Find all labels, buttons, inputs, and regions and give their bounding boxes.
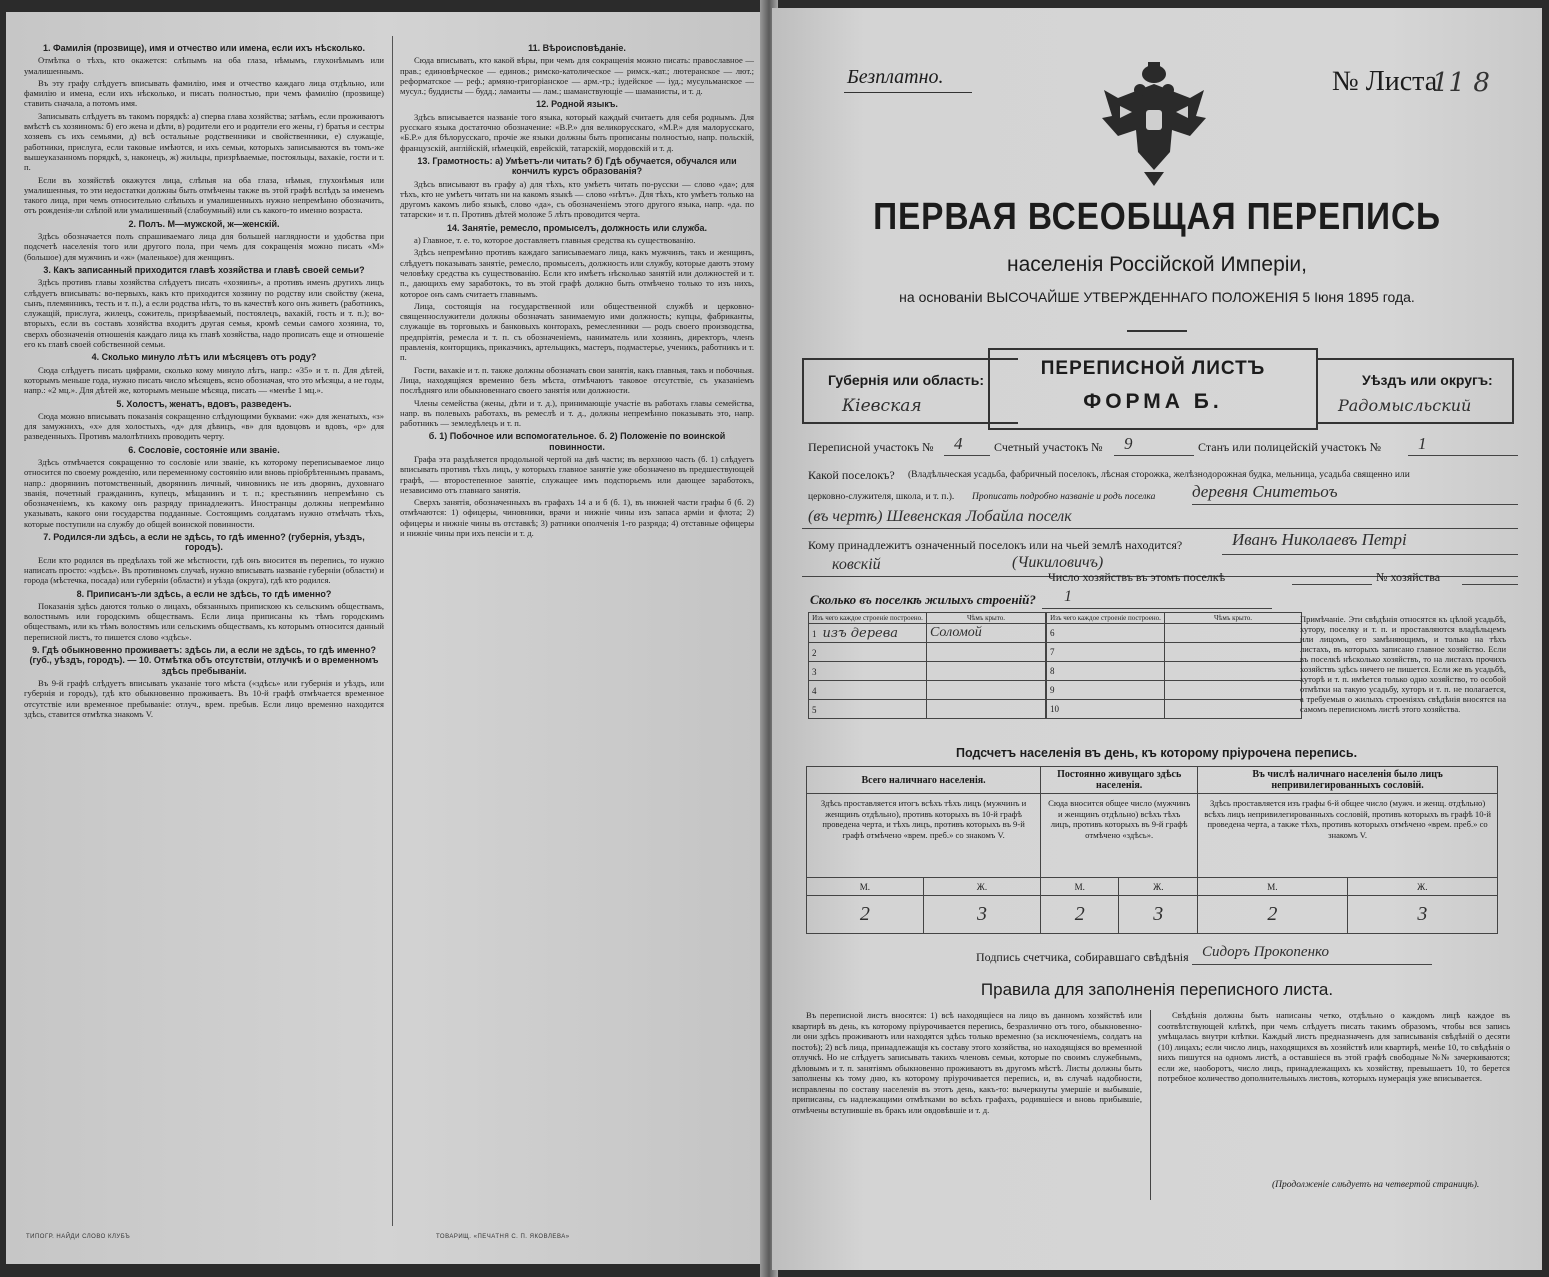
row-number: 10 <box>1050 704 1059 714</box>
buildings-table-right <box>1046 612 1302 719</box>
section-paragraph: Здѣсь вписывают въ графу а) для тѣхъ, кто умѣетъ читать по-русски — слово «да»; для тѣхъ, кто не умѣетъ читать ни на какомъ языкѣ — слово «нѣтъ». Для тѣхъ, кто умѣетъ только на другомъ какомъ либо языкѣ, слово «да», съ обозначеніемъ этого другого языка, напр. «да. по татарски» и т. п. Противъ дѣтей моложе 5 лѣтъ проводится черта. <box>400 178 754 220</box>
male-col-header: М. <box>1041 878 1119 896</box>
building-material-cell <box>809 662 927 681</box>
section-paragraph: Сюда можно вписывать показанія сокращенно слѣдующими буквами: «ж» для женатыхъ, «з» для замужнихъ, «х» для холостыхъ, «д» для дѣвицъ, «в» для вдовцовъ и вдовъ, «р» для разведенныхъ. Противъ малолѣтнихъ проводить черту. <box>24 410 384 442</box>
building-roof-cell: Соломой <box>927 624 1046 643</box>
section-heading: 1. Фамилія (прозвище), имя и отчество или имена, если ихъ нѣсколько. <box>42 43 366 53</box>
printer-footer-right: ТОВАРИЩ. «ПЕЧАТНЯ С. П. ЯКОВЛЕВА» <box>436 1234 570 1240</box>
building-material-cell <box>1047 681 1165 700</box>
perepisnoi-uchastok-value: 4 <box>954 434 963 453</box>
rules-column-divider <box>1150 1010 1151 1200</box>
stan-label: Станъ или полицейскій участокъ № <box>1198 440 1382 454</box>
census-title: ПЕРВАЯ ВСЕОБЩАЯ ПЕРЕПИСЬ <box>873 196 1441 238</box>
section-heading: 11. Вѣроисповѣданіе. <box>528 43 626 53</box>
left-page <box>6 12 766 1264</box>
list-number-value: 11 8 <box>1432 68 1490 98</box>
permanent-population-header: Постоянно живущаго здѣсь населенія. <box>1041 767 1198 794</box>
right-page <box>772 8 1542 1270</box>
perepisnoi-uchastok-label: Переписной участокъ № <box>808 440 934 454</box>
building-row <box>1047 662 1302 681</box>
non-privileged-header: Въ числѣ наличнаго населенія было лицъ непривилегированныхъ сословій. <box>1198 767 1498 794</box>
section-paragraph: Если кто родился въ предѣлахъ той же мѣстности, гдѣ онъ вносится въ перепись, то нужно написать просто: «здѣсь». Въ противномъ случаѣ, нужно вписывать названіе губерніи (области) и города (мѣстечка, посада) или губерніи (области) и уѣзда (округа), гдѣ кто родился. <box>24 554 384 586</box>
census-subtitle: населенія Россійской Имперіи, <box>1007 253 1307 276</box>
poselok-value-2: (въ чертѣ) Шевенская Лобайла поселк <box>808 508 1072 525</box>
rules-text-right: Свѣдѣнія должны быть написаны четко, отдѣльно о каждомъ лицѣ каждое въ соотвѣтствующей клѣткѣ, при чемъ слѣдуетъ писать такимъ образомъ, чтобы вся запись умѣщалась внутри клѣтки. Каждый листъ предназначенъ для записыванія свѣдѣній о десяти (10) лицахъ; если число лицъ, находящихся въ хозяйствѣ или квартирѣ, менѣе 10, то свѣдѣнія о нихъ пишутся на одномъ листѣ, а оставшіеся въ этой графѣ свободные №№ зачеркиваются; если же, наоборотъ, число лицъ, принадлежащихъ къ хозяйству, превышаетъ 10, то берется потребное количество дополнительныхъ листовъ, которыхъ нумерація уже вписывается. <box>1158 1010 1510 1083</box>
female-col-header: Ж. <box>923 878 1040 896</box>
rules-text-left: Въ переписной листъ вносятся: 1) всѣ находящіеся на лицо въ данномъ хозяйствѣ или квартирѣ въ день, къ которому пріурочивается перепись, безразлично отъ того, обыкновенно-ли они здѣсь проживаютъ или находятся здѣсь только временно (за исключеніемъ, солдатъ на постоѣ); 2) всѣ лица, принадлежащія къ составу этого хозяйства, но находящіяся во временной отлучкѣ. Но не слѣдуетъ записывать такихъ членовъ семьи, которые по своимъ служебнымъ, дѣловымъ и т. п. занятіямъ обыкновенно проживаютъ въ другомъ мѣстѣ. Листы должны быть заполнены къ тому дню, къ которому пріурочивается перепись, и, въ случаѣ надобности, исправлены по составу населенія въ этотъ день, какъ-то: вычеркнуты умершіе и выбывшіе, приписаны, съ надлежащими отмѣтками во всѣхъ графахъ, родившіеся и вновь прибывшіе, отмѣчены вступившіе въ бракъ или овдовѣвшіе и т. д. <box>792 1010 1142 1115</box>
building-material-value: изъ дерева <box>822 625 899 641</box>
section-paragraph: Отмѣтка о тѣхъ, кто окажется: слѣпымъ на оба глаза, нѣмымъ, глухонѣмымъ или умалишеннымъ. <box>24 55 384 76</box>
building-row <box>809 643 1046 662</box>
uezd-value: Радомысльский <box>1338 396 1472 415</box>
building-row <box>809 662 1046 681</box>
permanent-male-count: 2 <box>1041 896 1119 934</box>
row-number: 3 <box>812 666 817 677</box>
section-heading: 2. Полъ. М—мужской, ж—женскій. <box>128 218 280 229</box>
underline <box>1408 455 1518 456</box>
building-roof-cell <box>927 643 1046 662</box>
roof-header: Чѣмъ крыто. <box>927 613 1046 624</box>
building-roof-cell <box>1165 643 1302 662</box>
households-count-label: Число хозяйствъ въ этомъ поселкѣ <box>1048 570 1226 584</box>
title-divider <box>1127 330 1187 332</box>
underline <box>1042 608 1272 609</box>
schetny-uchastok-value: 9 <box>1124 434 1133 453</box>
material-header: Изъ чего каждое строеніе построено. <box>809 613 927 624</box>
building-material-cell <box>1047 624 1165 643</box>
building-row <box>1047 681 1302 700</box>
building-roof-cell <box>1165 700 1302 719</box>
section-paragraph: Графа эта раздѣляется продольной чертой на двѣ части; въ верхнюю часть (б. 1) слѣдуетъ вписывать противъ тѣхъ лицъ, у которыхъ главное занятіе уже обозначено въ предшествующей графѣ, — второстепенное занятіе, служащее имъ подспорьемъ или дающее заработокъ, независимо отъ главнаго занятія. <box>400 453 754 495</box>
section-paragraph: Въ эту графу слѣдуетъ вписывать фамилію, имя и отчество каждаго лица отдѣльно, или фамилію и имена, если ихъ нѣсколько, и писать полностью, при чемъ фамилію (прозвище) ставить сначала, а потомъ имя. <box>24 77 384 109</box>
owner-value-3: (Чикиловичъ) <box>1012 554 1104 571</box>
column-divider <box>392 36 393 1226</box>
underline <box>1114 455 1194 456</box>
section-heading: 4. Сколько минуло лѣтъ или мѣсяцевъ отъ роду? <box>91 352 317 363</box>
building-roof-cell <box>1165 624 1302 643</box>
stan-value: 1 <box>1418 434 1427 453</box>
imperial-eagle-emblem <box>1098 60 1210 188</box>
section-heading: 5. Холостъ, женатъ, вдовъ, разведенъ. <box>116 398 292 409</box>
census-legal-basis: на основаніи ВЫСОЧАЙШЕ УТВЕРЖДЕННАГО ПОЛОЖЕНІЯ 5 Іюня 1895 года. <box>899 289 1415 305</box>
underline <box>802 528 1518 529</box>
schetny-uchastok-label: Счетный участокъ № <box>994 440 1103 454</box>
present-female-count: 3 <box>923 896 1040 934</box>
building-row <box>809 624 1046 643</box>
building-row <box>809 681 1046 700</box>
section-paragraph: Члены семейства (жены, дѣти и т. д.), принимающіе участіе въ работахъ главы семейства, напр. въ полевыхъ работахъ, въ ремеслѣ и т. д., должны непремѣнно показывать это, напр. работникъ — земледѣлецъ и т. п. <box>400 397 754 429</box>
buildings-note: Примѣчаніе. Эти свѣдѣнія относятся къ цѣлой усадьбѣ, хутору, поселку и т. п. и проставляются владѣльцемъ или лицомъ, его замѣняющимъ, и только на тѣхъ листахъ, въ которыхъ записано главное хозяйство. Если въ поселкѣ нѣсколько хозяйствъ, то на листахъ прочихъ хозяйствъ здѣсь ничего не пишется. Если же въ усадьбѣ, хуторѣ и т. п. имѣется только одно хозяйство, то особой отмѣтки на такую усадьбу, хуторъ и т. п. не полагается, а требуемыя о жилыхъ строеніяхъ свѣдѣнія вносятся на самомъ переписномъ листѣ этого хозяйства. <box>1300 614 1506 714</box>
poselok-label: Какой поселокъ? <box>808 468 895 482</box>
building-roof-cell <box>927 662 1046 681</box>
row-number: 9 <box>1050 685 1055 695</box>
poselok-hint: (Владѣльческая усадьба, фабричный поселокъ, лѣсная сторожка, желѣзнодорожная будка, мельница, усадьба священно или <box>908 470 1410 480</box>
permanent-female-count: 3 <box>1119 896 1198 934</box>
rules-continuation: (Продолженіе слѣдуетъ на четвертой страницѣ). <box>1272 1180 1480 1190</box>
buildings-value: 1 <box>1064 588 1072 605</box>
building-roof-cell <box>1165 662 1302 681</box>
poselok-hint-3: Прописать подробно названіе и родъ поселка <box>972 492 1156 502</box>
buildings-label: Сколько въ поселкѣ жилыхъ строеній? <box>810 592 1036 607</box>
owner-value-1: Иванъ Николаевъ Петрі <box>1232 530 1407 549</box>
section-heading: 8. Приписанъ-ли здѣсь, а если не здѣсь, то гдѣ именно? <box>76 588 332 599</box>
building-material-cell <box>809 643 927 662</box>
underline <box>1462 584 1518 585</box>
section-paragraph: Здѣсь обозначается полъ спрашиваемаго лица для большей наглядности и удобства при подсчетѣ населенія того или другого пола, при чемъ для сокращенія можно писать «М» (большое) для мужчинъ и «ж» (маленькое) для женщинъ. <box>24 231 384 262</box>
uezd-label: Уѣздъ или округъ: <box>1362 372 1493 388</box>
male-col-header: М. <box>1198 878 1347 896</box>
building-material-cell <box>1047 643 1165 662</box>
form-variant: ФОРМА Б. <box>1083 390 1223 413</box>
population-count-heading: Подсчетъ населенія въ день, къ которому пріурочена перепись. <box>956 746 1358 760</box>
section-heading: 14. Занятіе, ремесло, промыселъ, должность или служба. <box>446 222 708 233</box>
rules-column-left <box>792 1010 1142 1115</box>
female-col-header: Ж. <box>1347 878 1497 896</box>
free-underline <box>844 92 972 93</box>
building-roof-cell <box>927 681 1046 700</box>
gubernia-value: Кіевская <box>842 396 922 416</box>
section-paragraph: Здѣсь вписывается названіе того языка, который каждый считаетъ для себя роднымъ. Для русскаго языка достаточно обозначение: «В.Р.» для великорусскаго, «М.Р.» для малорусскаго, «Б.Р.» для бѣлорусскаго, прочіе же языки должны быть прописаны полностью, напр. польскій, французскій, англійскій, нѣмецкій, еврейскій, татарскій, мордовскій и т. д. <box>400 111 754 153</box>
present-male-count: 2 <box>807 896 924 934</box>
printer-footer-left: ТИПОГР. НАЙДИ СЛОВО КЛУБЪ <box>26 1234 131 1240</box>
section-heading: 6. Сословіе, состояніе или званіе. <box>128 444 280 455</box>
form-title: ПЕРЕПИСНОЙ ЛИСТЪ <box>1040 358 1266 379</box>
section-paragraph: Здѣсь непремѣнно противъ каждаго записываемаго лица, какъ мужчинъ, такъ и женщинъ, слѣдуетъ показывать занятіе, ремесло, промыселъ, должность или службу, которые даютъ этому человѣку средства къ существованію. Если кто имѣетъ нѣсколько занятій или должностей и т. п., дающихъ ему заработокъ, то въ этой графѣ должно быть отмѣчено только то изъ нихъ, которое онъ самъ считаетъ главнымъ. <box>400 247 754 299</box>
section-paragraph: Показанія здѣсь даются только о лицахъ, обязанныхъ припискою къ сельскимъ обществамъ, волостнымъ или городскимъ обществамъ. Если лица приписаны къ тѣмъ городскимъ обществамъ, или къ тѣмъ волостямъ или сельскимъ обществамъ, къ которымъ относится данный переписной листъ, то пишется слово «здѣсь». <box>24 600 384 642</box>
underline <box>944 455 990 456</box>
owner-value-2: ковскій <box>832 556 881 573</box>
section-heading: 7. Родился-ли здѣсь, а если не здѣсь, то гдѣ именно? (губернія, уѣздъ, городъ). <box>43 532 365 553</box>
building-roof-cell <box>1165 681 1302 700</box>
building-material-cell <box>809 681 927 700</box>
rules-column-right <box>1158 1010 1510 1084</box>
section-paragraph: а) Главное, т. е. то, которое доставляетъ главныя средства къ существованію. <box>414 235 696 246</box>
section-paragraph: Сверхъ занятія, обозначенныхъ въ графахъ 14 а и б (б. 1), въ нижней части графы б (б. 2) отмѣчаются: 1) офицеры, чиновники, врачи и нижніе чины изъ запаса арміи и флота; 2) офицеры и нижніе чины въ отставкѣ; 3) ратники ополченія 1-го разряда; 4) отставные офицеры и нижніе чины при ихъ пенсіи и т. д. <box>400 497 754 539</box>
section-heading: б. 1) Побочное или вспомогательное. б. 2) Положеніе по воинской повинности. <box>428 431 726 452</box>
section-heading: 12. Родной языкъ. <box>536 99 618 110</box>
section-paragraph: Сюда слѣдуетъ писать цифрами, сколько кому минуло лѣтъ, напр.: «35» и т. п. Для дѣтей, которымъ меньше года, нужно писать число мѣсяцевъ, ясно обозначая, что это мѣсяцы, а не годы, напр.: «2 мц.». Для дѣтей же, которымъ меньше мѣсяца, писать — «менѣе 1 мц.». <box>24 364 384 396</box>
underline <box>1222 554 1518 555</box>
underline <box>1192 504 1518 505</box>
building-material-cell <box>809 700 927 719</box>
row-number: 5 <box>812 704 817 715</box>
instructions-column-2 <box>400 40 754 540</box>
material-header: Изъ чего каждое строеніе построено. <box>1047 613 1165 624</box>
building-material-cell <box>1047 662 1165 681</box>
household-number-label: № хозяйства <box>1376 570 1441 584</box>
non-privileged-desc: Здѣсь проставляется изъ графы 6-й общее число (мужч. и женщ. отдѣльно) всѣхъ лицъ непривилегированныхъ сословій, противъ которыхъ въ графѣ 10-й проведена черта, а также тѣхъ, противъ которыхъ отмѣчено «врем. преб.» со знакомъ V. <box>1198 794 1498 878</box>
building-row <box>1047 624 1302 643</box>
nonpriv-male-count: 2 <box>1198 896 1347 934</box>
row-number: 7 <box>1050 647 1055 657</box>
section-paragraph: Если въ хозяйствѣ окажутся лица, слѣпыя на оба глаза, нѣмыя, глухонѣмыя или умалишенныя, то эти недостатки должны быть отмѣчены также въ этой графѣ вслѣдъ за именемъ такого лица, при чемъ относительно слѣпыхъ и умалишенныхъ нужно непремѣнно обозначить, отъ рожденія-ли слѣпой или умалишенный (слабоумный) или съ какого-то именно возраста. <box>24 174 384 216</box>
signature-value: Сидоръ Прокопенко <box>1202 944 1329 960</box>
underline <box>1192 964 1432 965</box>
gubernia-label: Губернія или область: <box>828 372 985 388</box>
section-paragraph: Сюда вписывать, кто какой вѣры, при чемъ для сокращенія можно писать: православное — прав.; единовѣрческое — единов.; римско-католическое — римск.-кат.; лютеранское — лют.; реформатское — реф.; армяно-григоріанское — арм.-гр.; іудейское — іуд.; мусульманское — мусул.; буддисты — будд.; ламаиты — лам.; шаманствующіе — шаманисты, и т. д. <box>400 55 754 97</box>
signature-label: Подпись счетчика, собиравшаго свѣдѣнія <box>976 950 1189 964</box>
permanent-population-desc: Сюда вносится общее число (мужчинъ и женщинъ отдѣльно) всѣхъ тѣхъ лицъ, противъ которыхъ въ 9-й графѣ отмѣчено «здѣсь». <box>1041 794 1198 878</box>
instructions-column-1 <box>24 40 384 721</box>
building-row <box>809 700 1046 719</box>
poselok-value-1: деревня Снитетьоъ <box>1192 482 1338 501</box>
present-population-header: Всего наличнаго населенія. <box>807 767 1041 794</box>
present-population-desc: Здѣсь проставляется итогъ всѣхъ тѣхъ лицъ (мужчинъ и женщинъ отдѣльно), противъ которыхъ въ 10-й графѣ проведена черта, и тѣхъ лицъ, противъ которыхъ въ 9-й графѣ отмѣчено «врем. преб.» со знакомъ V. <box>807 794 1041 878</box>
building-material-cell <box>809 624 927 643</box>
section-heading: 3. Какъ записанный приходится главѣ хозяйства и главѣ своей семьи? <box>43 264 365 275</box>
free-label: Безплатно. <box>847 66 944 88</box>
building-material-cell <box>1047 700 1165 719</box>
rules-title: Правила для заполненія переписного листа. <box>980 980 1334 999</box>
nonpriv-female-count: 3 <box>1347 896 1497 934</box>
row-number: 8 <box>1050 666 1055 676</box>
population-table <box>806 766 1498 934</box>
building-roof-cell <box>927 700 1046 719</box>
owner-label: Кому принадлежитъ означенный поселокъ или на чьей землѣ находится? <box>808 538 1183 552</box>
row-number: 2 <box>812 647 817 658</box>
row-number: 1 <box>812 628 817 639</box>
underline <box>1292 584 1372 585</box>
section-heading: 9. Гдѣ обыкновенно проживаетъ: здѣсь ли, а если не здѣсь, то гдѣ именно? (губ., уѣздъ, городъ). — 10. Отмѣтка объ отсутствіи, отлучкѣ и о временномъ здѣсь пребываніи. <box>29 645 379 676</box>
section-paragraph: Здѣсь противъ главы хозяйства слѣдуетъ писать «хозяинъ», а противъ именъ другихъ лицъ слѣдуетъ вписывать: во-первыхъ, какъ кто приходится хозяину по родству или свойству (жена, сынъ, племянникъ, тесть и т. п.), а если родства нѣтъ, то въ качествѣ кого онъ живетъ (работникъ, служащій, прислуга, жилецъ, сожитель, призрѣваемый, постоялецъ, вахакій, гость и т. п.); во-вторыхъ, если въ составъ хозяйства входитъ другая семья, кромѣ семьи самого хозяина, то, сверхъ обозначенія отношенія каждаго лица къ главѣ хозяйства, надо прописать еще и отношеніе его къ главѣ своей собственной семьи. <box>24 277 384 350</box>
section-paragraph: Записывать слѣдуетъ въ такомъ порядкѣ: а) сперва глава хозяйства; затѣмъ, если проживаютъ вмѣстѣ съ хозяиномъ: б) его жена и дѣти, в) родители его и родители его жены, г) братья и сестры хозяевъ съ ихъ семьями, д) всѣ остальные родственники и свойственники, е) служащіе, работники, прислуга, если таковые имѣются, и ихъ семьи, которыхъ записываются въ томъ-же вышеуказанномъ порядкѣ, з, наконецъ, ж) жильцы, призрѣваемые, постояльцы, вахакіе, гости и т. п. <box>24 110 384 173</box>
section-paragraph: Въ 9-й графѣ слѣдуетъ вписывать указаніе того мѣста («здѣсь» или губернія и уѣздъ, или губернія и городъ), гдѣ кто обыкновенно проживаетъ. Въ 10-й графѣ отмѣчается временное отсутствіе или временное пребываніе: отлуч., врем. пребыв. Если лицо временно находится здѣсь, ставится отмѣтка знакомъ V. <box>24 677 384 719</box>
list-number-label: № Листа <box>1332 66 1438 97</box>
section-heading: 13. Грамотность: а) Умѣетъ-ли читать? б) Гдѣ обучается, обучался или кончилъ курсъ образованія? <box>417 155 737 177</box>
building-row <box>1047 643 1302 662</box>
row-number: 4 <box>812 685 817 696</box>
building-row <box>1047 700 1302 719</box>
male-col-header: М. <box>807 878 924 896</box>
section-paragraph: Здѣсь отмѣчается сокращенно то сословіе или званіе, къ которому переписываемое лицо относится по своему рожденію, или переменному состоянію или вновь пріобрѣтеннымъ правамъ, напр.: дворянинъ потомственный, дворянинъ личный, чиновникъ не изъ дворянъ, духовнаго званія, почетный гражданинъ, купецъ, мѣщанинъ и т. п.; крестьянинъ непремѣнно съ обозначеніемъ, къ какому онъ разряду принадлежитъ. Иностранцы должны непремѣнно указывать, какого они государства подданные. Состоящимъ солдатамъ нужно отмѣчать тѣхъ, которые поступили на службу до общей воинской повинности. <box>24 456 384 529</box>
section-paragraph: Лица, состоящія на государственной или общественной службѣ и церковно-священнослужители должны обозначать занимаемую ими должность; купцы, фабриканты, служащіе въ торговыхъ и банковыхъ конторахъ, ремесленники — родъ своего производства, предпріятія, ремесла и т. п. съ обозначеніемъ, наниматель или хозяинъ, директоръ, членъ правленія, конторщикъ, приказчикъ, артельщикъ, мастеръ, подмастерье, ученикъ, работникъ и т. п. <box>400 300 754 363</box>
roof-header: Чѣмъ крыто. <box>1165 613 1302 624</box>
female-col-header: Ж. <box>1119 878 1198 896</box>
row-number: 6 <box>1050 628 1055 638</box>
buildings-table-left <box>808 612 1046 719</box>
section-paragraph: Гости, вахакіе и т. п. также должны обозначать свои занятія, какъ главныя, такъ и побочныя. Лица, находящіяся временно безъ мѣста, отмѣчаютъ таковое отсутствіе, съ указаніемъ послѣдняго или обыкновеннаго своего занятія или должности. <box>400 364 754 396</box>
poselok-hint-2: церковно-служителя, школа, и т. п.). <box>808 492 955 502</box>
